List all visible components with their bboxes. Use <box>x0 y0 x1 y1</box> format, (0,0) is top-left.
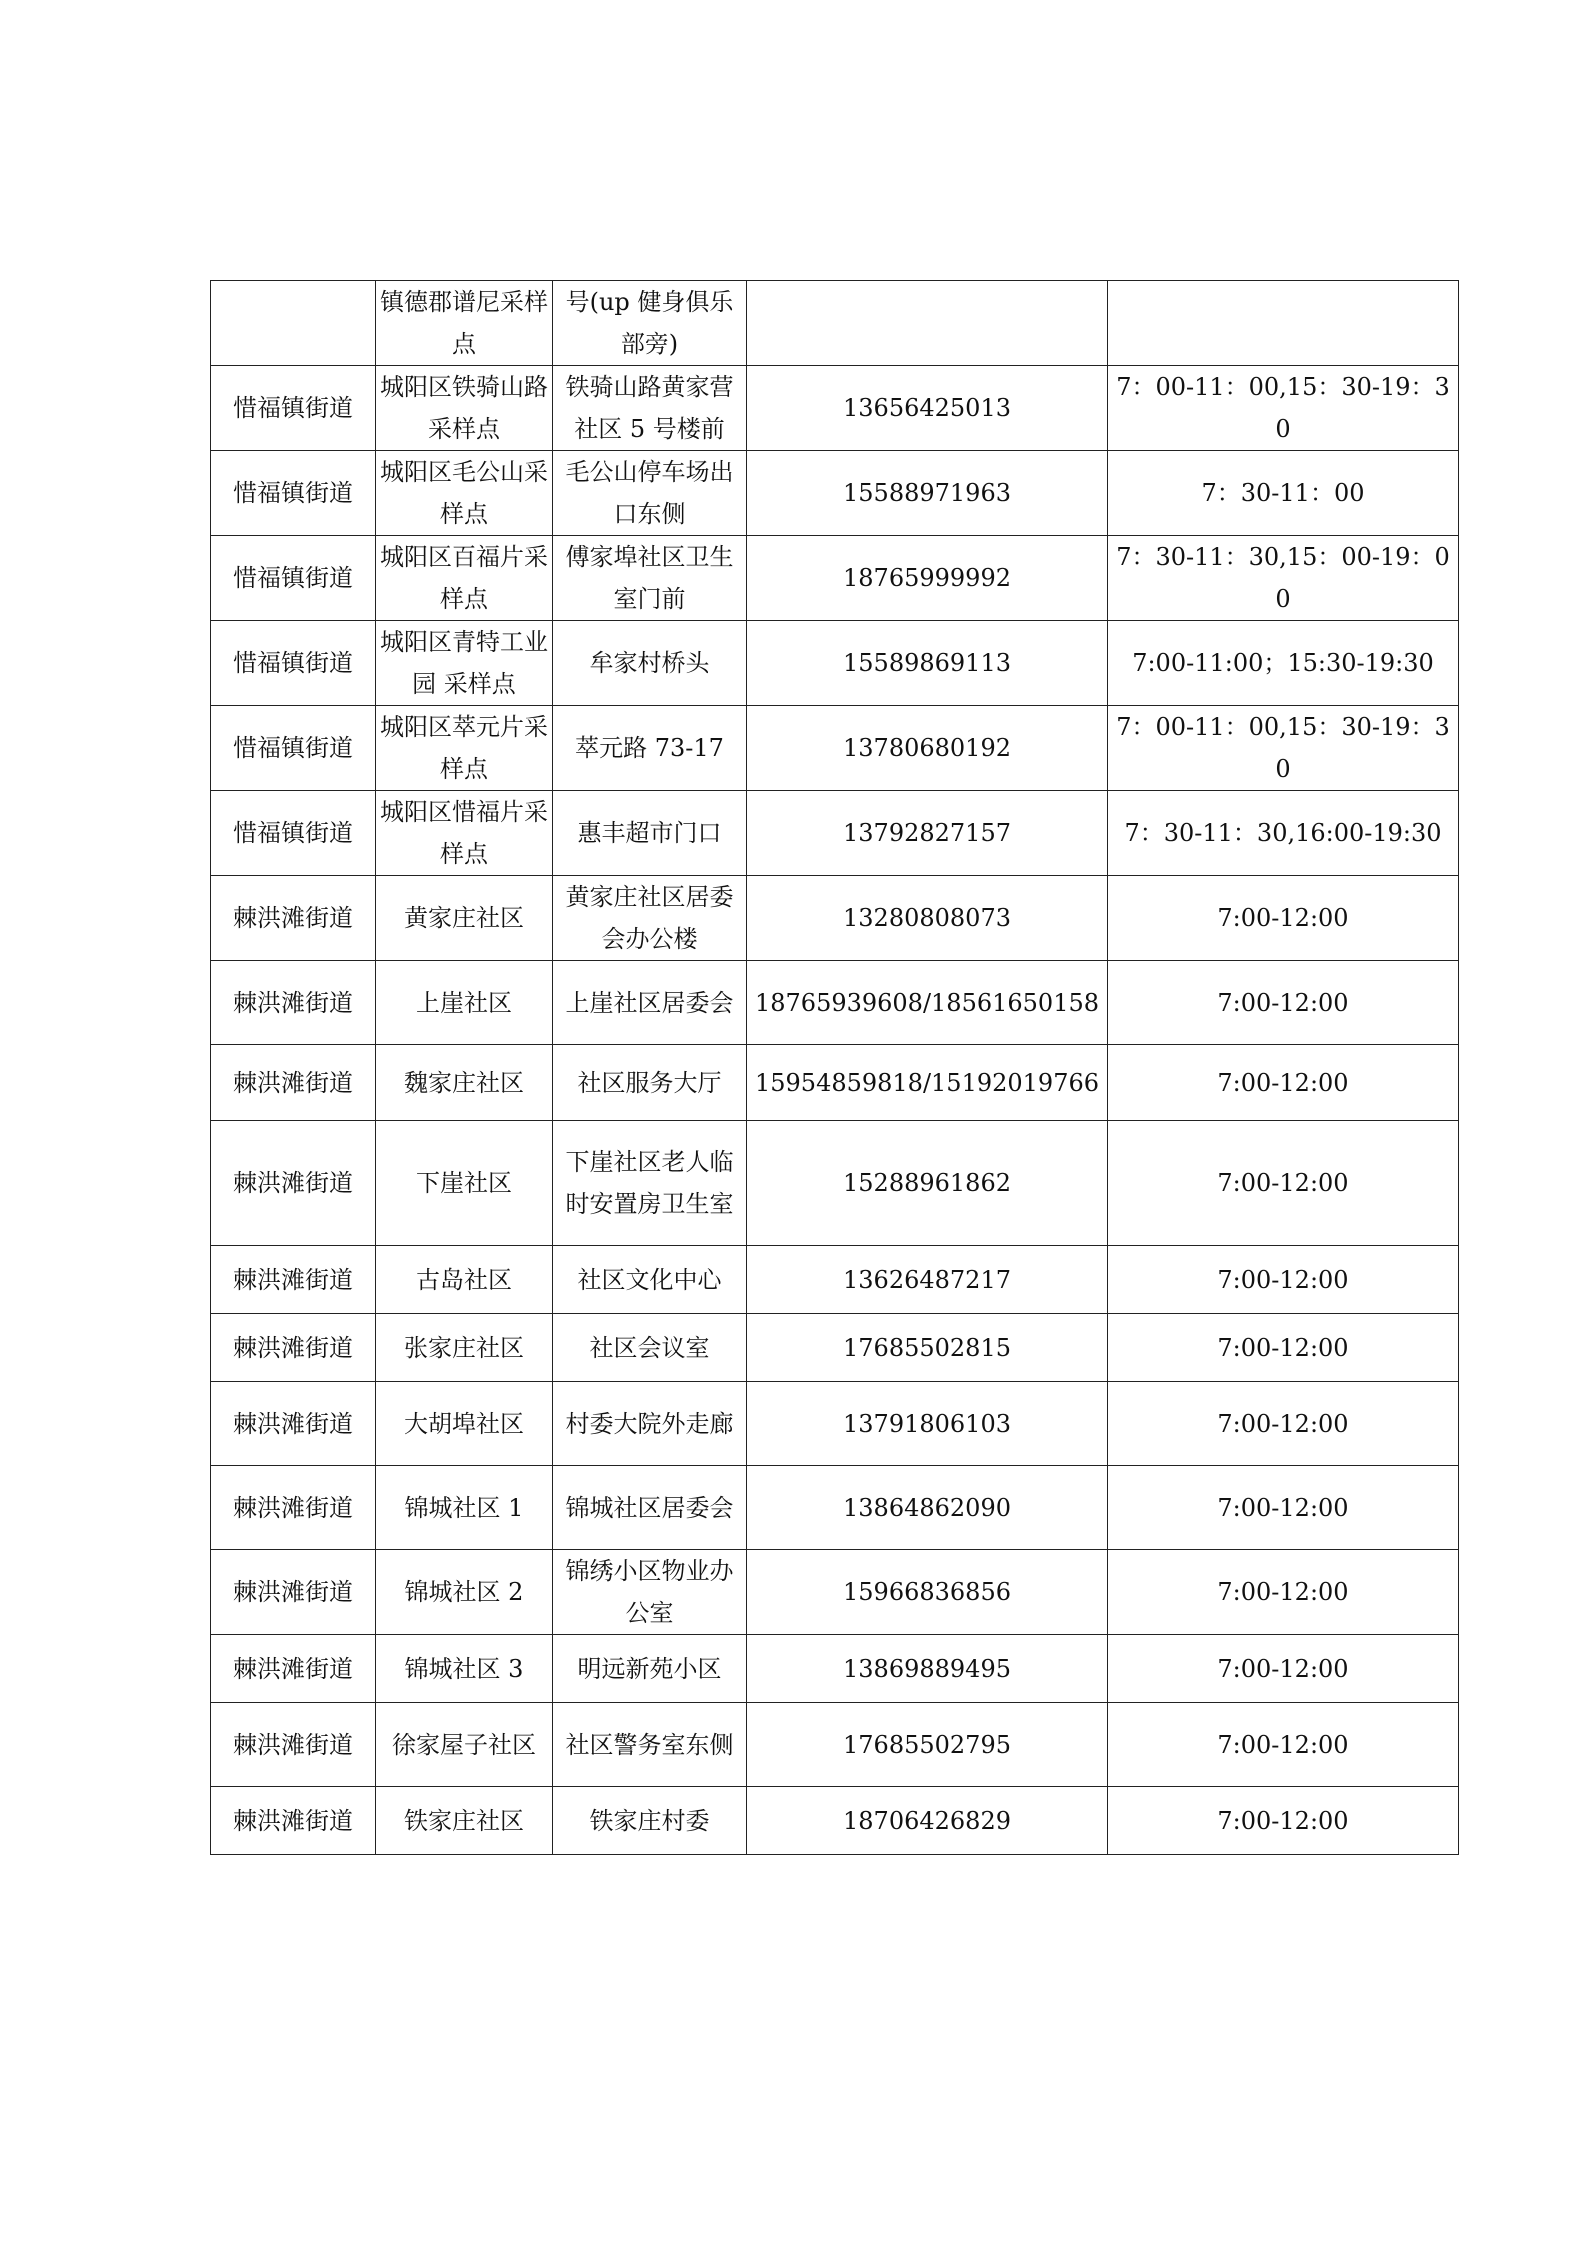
cell-hours: 7:00-12:00 <box>1108 1550 1459 1635</box>
cell-site: 城阳区百福片采样点 <box>376 536 553 621</box>
cell-street: 棘洪滩街道 <box>211 1787 376 1855</box>
table-row <box>211 621 1459 706</box>
table-row <box>211 1787 1459 1855</box>
cell-phone: 13791806103 <box>747 1382 1108 1466</box>
cell-phone: 17685502795 <box>747 1703 1108 1787</box>
cell-site: 镇德郡谱尼采样点 <box>376 281 553 366</box>
table-row <box>211 1466 1459 1550</box>
table-row <box>211 1635 1459 1703</box>
cell-phone: 13792827157 <box>747 791 1108 876</box>
cell-phone: 13869889495 <box>747 1635 1108 1703</box>
cell-site: 城阳区青特工业园 采样点 <box>376 621 553 706</box>
cell-street: 棘洪滩街道 <box>211 1121 376 1246</box>
table-row <box>211 876 1459 961</box>
cell-site: 大胡埠社区 <box>376 1382 553 1466</box>
cell-phone: 15589869113 <box>747 621 1108 706</box>
cell-address: 明远新苑小区 <box>553 1635 747 1703</box>
table-row <box>211 791 1459 876</box>
cell-street: 惜福镇街道 <box>211 536 376 621</box>
cell-site: 徐家屋子社区 <box>376 1703 553 1787</box>
cell-street: 惜福镇街道 <box>211 791 376 876</box>
table-row <box>211 1314 1459 1382</box>
cell-address: 村委大院外走廊 <box>553 1382 747 1466</box>
cell-hours: 7：00-11：00,15：30-19：30 <box>1108 366 1459 451</box>
table-row <box>211 961 1459 1045</box>
cell-street: 棘洪滩街道 <box>211 1466 376 1550</box>
cell-street: 棘洪滩街道 <box>211 1246 376 1314</box>
cell-phone: 18765999992 <box>747 536 1108 621</box>
table-row <box>211 1550 1459 1635</box>
cell-hours: 7:00-12:00 <box>1108 1703 1459 1787</box>
cell-address: 社区服务大厅 <box>553 1045 747 1121</box>
cell-phone: 13656425013 <box>747 366 1108 451</box>
table-row <box>211 1045 1459 1121</box>
cell-site: 城阳区铁骑山路采样点 <box>376 366 553 451</box>
cell-phone: 18765939608/18561650158 <box>747 961 1108 1045</box>
cell-phone: 13626487217 <box>747 1246 1108 1314</box>
cell-address: 惠丰超市门口 <box>553 791 747 876</box>
table-row <box>211 1246 1459 1314</box>
cell-street: 棘洪滩街道 <box>211 1550 376 1635</box>
cell-hours: 7:00-12:00 <box>1108 1246 1459 1314</box>
table-row <box>211 451 1459 536</box>
cell-phone: 13280808073 <box>747 876 1108 961</box>
cell-phone: 13780680192 <box>747 706 1108 791</box>
cell-address: 锦城社区居委会 <box>553 1466 747 1550</box>
cell-street <box>211 281 376 366</box>
table-row <box>211 1121 1459 1246</box>
cell-phone: 15288961862 <box>747 1121 1108 1246</box>
table-row <box>211 1703 1459 1787</box>
cell-address: 傅家埠社区卫生室门前 <box>553 536 747 621</box>
cell-hours: 7:00-12:00 <box>1108 1635 1459 1703</box>
cell-hours: 7：30-11：30,16:00-19:30 <box>1108 791 1459 876</box>
cell-address: 毛公山停车场出口东侧 <box>553 451 747 536</box>
cell-hours: 7:00-11:00；15:30-19:30 <box>1108 621 1459 706</box>
cell-phone: 15966836856 <box>747 1550 1108 1635</box>
cell-address: 社区警务室东侧 <box>553 1703 747 1787</box>
cell-site: 张家庄社区 <box>376 1314 553 1382</box>
cell-street: 棘洪滩街道 <box>211 1703 376 1787</box>
cell-phone: 13864862090 <box>747 1466 1108 1550</box>
cell-street: 棘洪滩街道 <box>211 1382 376 1466</box>
cell-hours: 7:00-12:00 <box>1108 1466 1459 1550</box>
cell-site: 上崖社区 <box>376 961 553 1045</box>
cell-site: 城阳区萃元片采样点 <box>376 706 553 791</box>
cell-phone: 17685502815 <box>747 1314 1108 1382</box>
cell-address: 铁家庄村委 <box>553 1787 747 1855</box>
cell-site: 锦城社区 1 <box>376 1466 553 1550</box>
table-row <box>211 366 1459 451</box>
cell-hours: 7:00-12:00 <box>1108 1382 1459 1466</box>
cell-street: 棘洪滩街道 <box>211 1045 376 1121</box>
cell-hours: 7:00-12:00 <box>1108 1121 1459 1246</box>
table-row <box>211 706 1459 791</box>
cell-hours: 7：30-11：00 <box>1108 451 1459 536</box>
cell-address: 锦绣小区物业办公室 <box>553 1550 747 1635</box>
cell-street: 惜福镇街道 <box>211 366 376 451</box>
cell-address: 号(up 健身俱乐部旁) <box>553 281 747 366</box>
cell-site: 城阳区惜福片采样点 <box>376 791 553 876</box>
cell-phone: 15588971963 <box>747 451 1108 536</box>
sampling-sites-table <box>210 280 1459 1855</box>
cell-street: 惜福镇街道 <box>211 621 376 706</box>
cell-street: 惜福镇街道 <box>211 451 376 536</box>
cell-address: 下崖社区老人临时安置房卫生室 <box>553 1121 747 1246</box>
cell-hours: 7:00-12:00 <box>1108 876 1459 961</box>
cell-address: 上崖社区居委会 <box>553 961 747 1045</box>
cell-address: 牟家村桥头 <box>553 621 747 706</box>
cell-street: 棘洪滩街道 <box>211 876 376 961</box>
cell-phone: 15954859818/15192019766 <box>747 1045 1108 1121</box>
cell-hours: 7:00-12:00 <box>1108 1314 1459 1382</box>
cell-address: 铁骑山路黄家营社区 5 号楼前 <box>553 366 747 451</box>
table-row <box>211 536 1459 621</box>
cell-site: 魏家庄社区 <box>376 1045 553 1121</box>
cell-site: 锦城社区 3 <box>376 1635 553 1703</box>
cell-site: 黄家庄社区 <box>376 876 553 961</box>
cell-street: 惜福镇街道 <box>211 706 376 791</box>
table-row <box>211 281 1459 366</box>
cell-hours <box>1108 281 1459 366</box>
cell-hours: 7:00-12:00 <box>1108 1787 1459 1855</box>
cell-address: 黄家庄社区居委会办公楼 <box>553 876 747 961</box>
cell-address: 萃元路 73-17 <box>553 706 747 791</box>
table-row <box>211 1382 1459 1466</box>
cell-phone <box>747 281 1108 366</box>
cell-street: 棘洪滩街道 <box>211 961 376 1045</box>
cell-hours: 7：00-11：00,15：30-19：30 <box>1108 706 1459 791</box>
cell-site: 下崖社区 <box>376 1121 553 1246</box>
cell-phone: 18706426829 <box>747 1787 1108 1855</box>
cell-hours: 7：30-11：30,15：00-19：00 <box>1108 536 1459 621</box>
cell-hours: 7:00-12:00 <box>1108 961 1459 1045</box>
cell-hours: 7:00-12:00 <box>1108 1045 1459 1121</box>
cell-site: 锦城社区 2 <box>376 1550 553 1635</box>
cell-site: 城阳区毛公山采样点 <box>376 451 553 536</box>
cell-address: 社区会议室 <box>553 1314 747 1382</box>
cell-street: 棘洪滩街道 <box>211 1314 376 1382</box>
cell-site: 铁家庄社区 <box>376 1787 553 1855</box>
cell-street: 棘洪滩街道 <box>211 1635 376 1703</box>
cell-address: 社区文化中心 <box>553 1246 747 1314</box>
cell-site: 古岛社区 <box>376 1246 553 1314</box>
